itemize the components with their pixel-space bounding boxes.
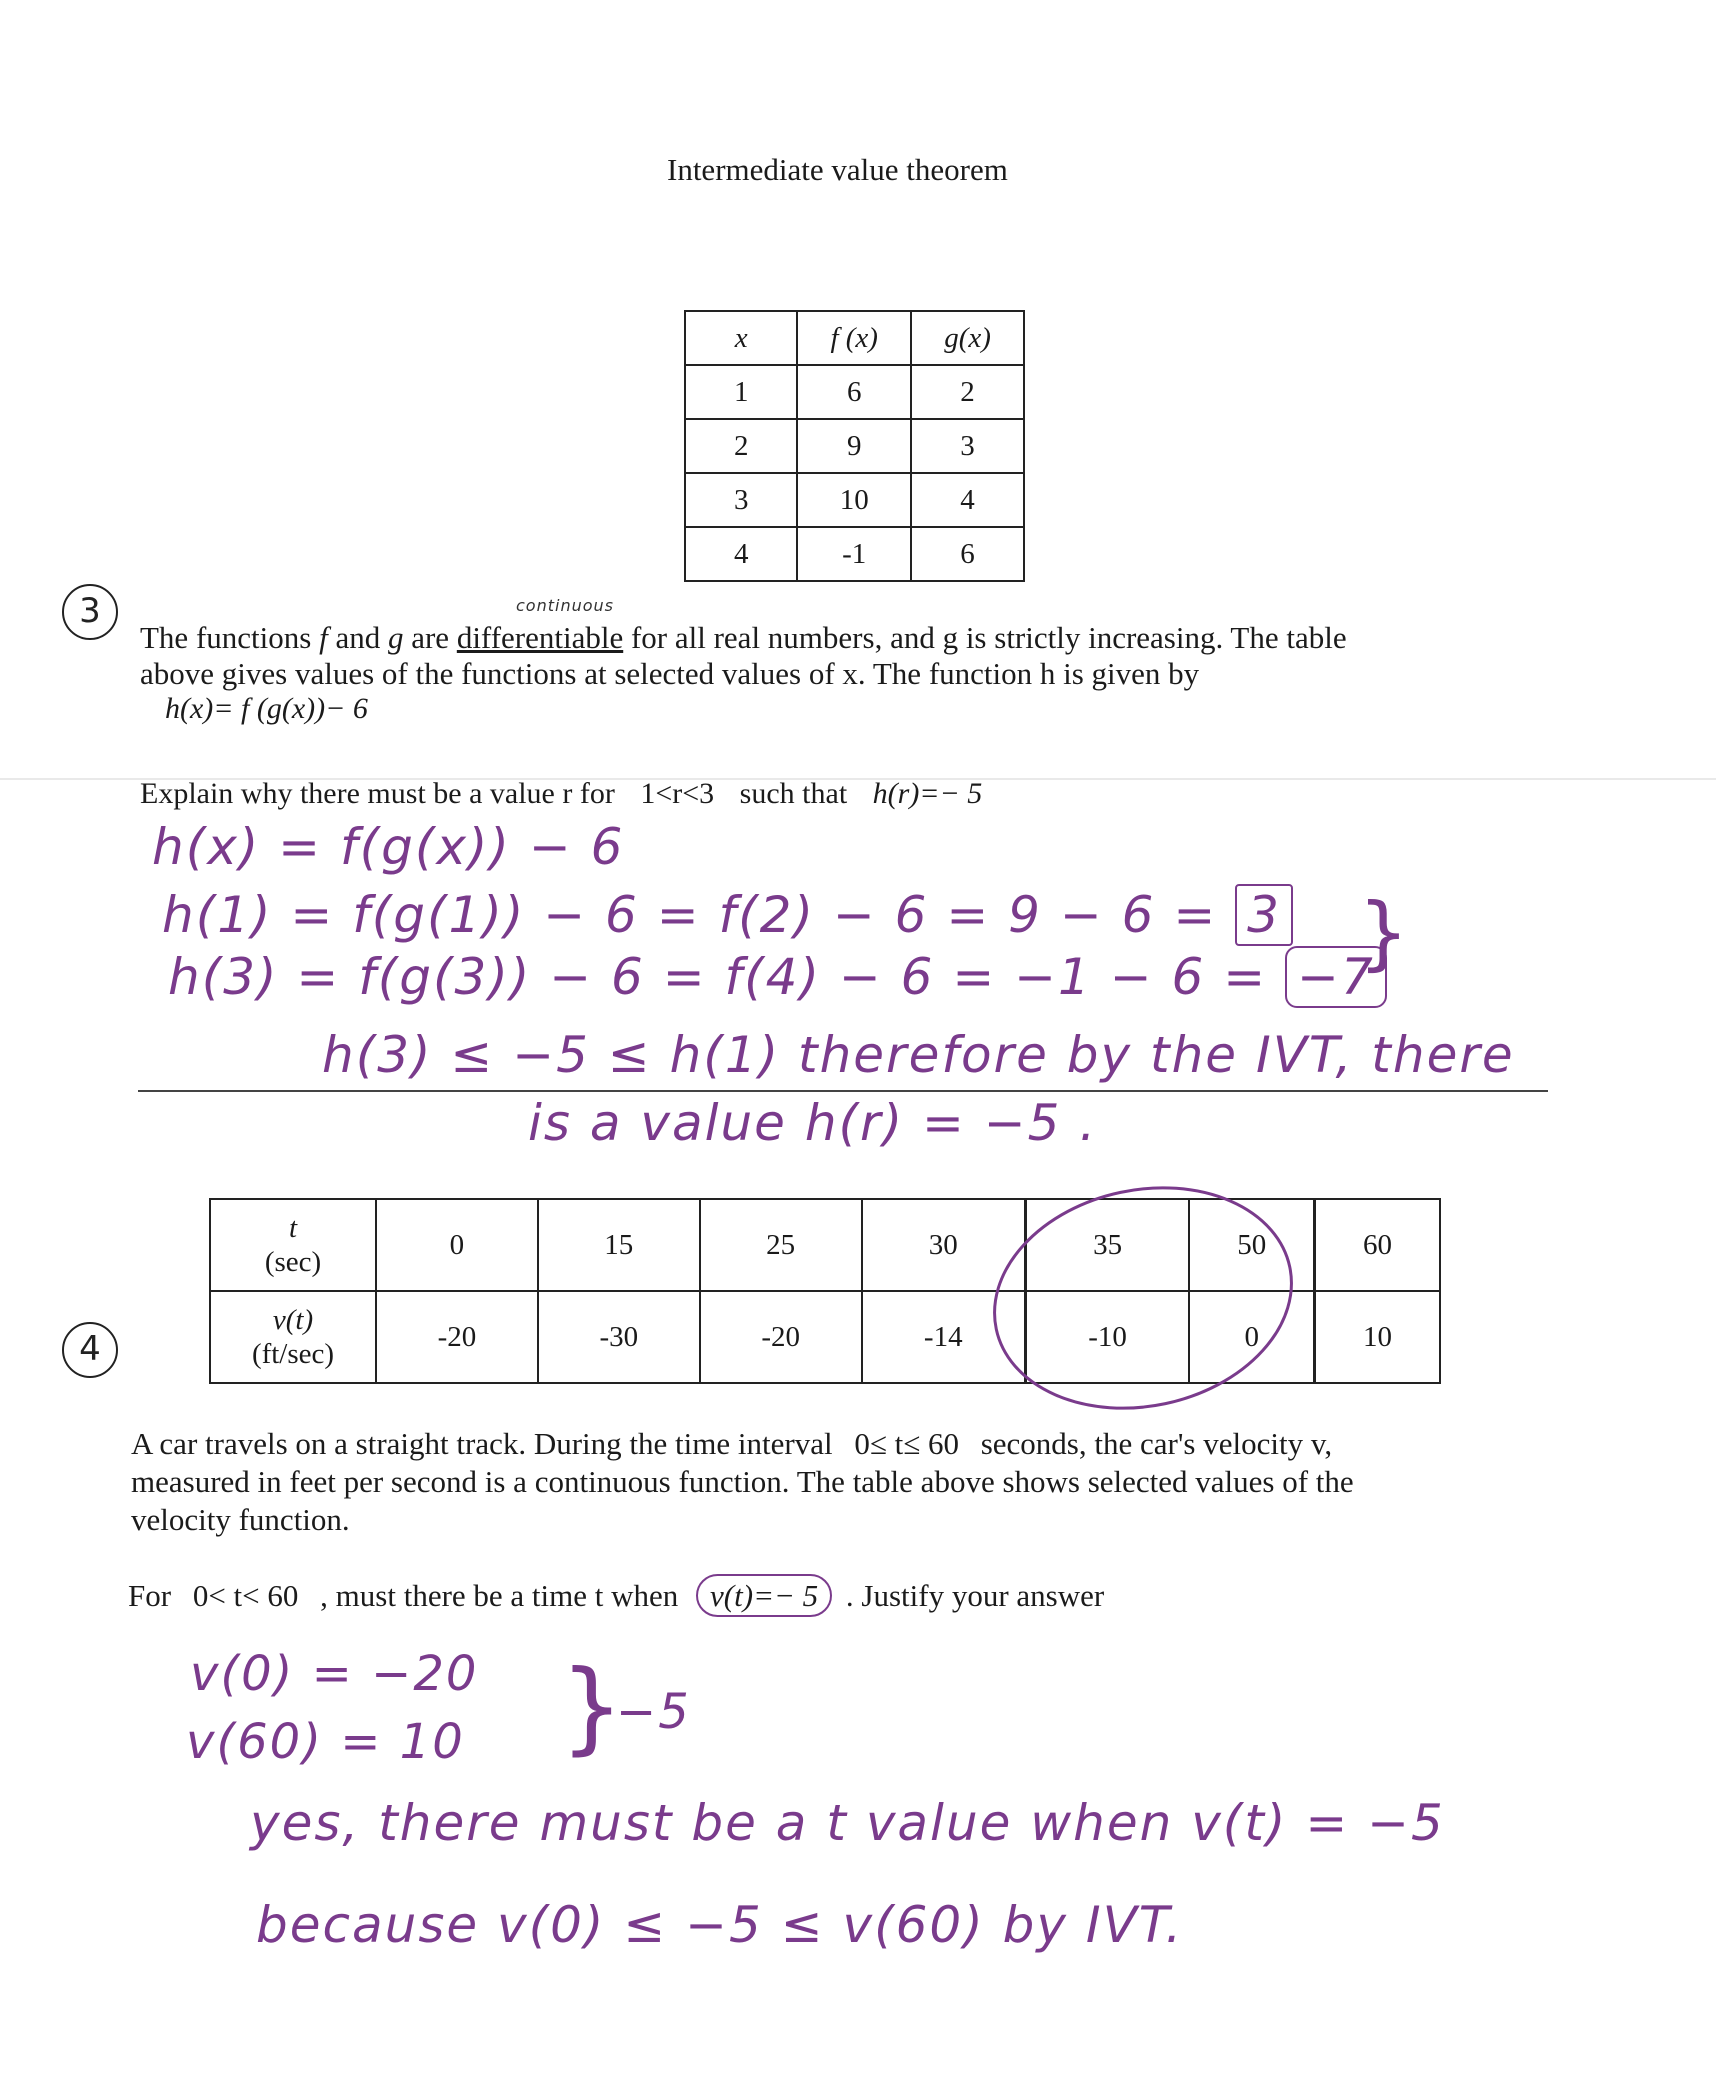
table-cell: 30 xyxy=(862,1199,1026,1291)
text-segment: For xyxy=(128,1578,172,1613)
text-segment: A car travels on a straight track. During the time interval xyxy=(131,1426,833,1461)
boxed-answer: −7 xyxy=(1285,946,1387,1008)
page-title: Intermediate value theorem xyxy=(667,152,1008,187)
text-segment: Explain why there must be a value r for xyxy=(140,777,615,810)
table-cell: 2 xyxy=(685,419,797,473)
problem-3-number: 3 xyxy=(62,584,118,640)
header-g: g(x) xyxy=(911,311,1024,365)
var-g: g xyxy=(387,620,404,655)
label-unit: (sec) xyxy=(264,1246,322,1278)
circled-target: v(t)=− 5 xyxy=(696,1574,832,1617)
work-line-1: h(x) = f(g(x)) − 6 xyxy=(152,818,625,876)
table-cell: 4 xyxy=(911,473,1024,527)
brace: } xyxy=(560,1648,626,1765)
table-cell: 50 xyxy=(1189,1199,1314,1291)
table-cell: 3 xyxy=(685,473,797,527)
problem-3-text-line2: above gives values of the functions at selected values of x. The function h is given by xyxy=(140,656,1200,691)
handwritten-annotation-continuous: continuous xyxy=(516,596,614,615)
work-line-1: v(0) = −20 xyxy=(190,1646,479,1702)
problem-4-paragraph-line3: velocity function. xyxy=(131,1502,350,1537)
table-cell: 0 xyxy=(376,1199,538,1291)
problem-4-number: 4 xyxy=(62,1322,118,1378)
boxed-answer: 3 xyxy=(1235,884,1293,946)
table-cell: -14 xyxy=(862,1291,1026,1383)
table-cell: 6 xyxy=(797,365,911,419)
work-text: h(1) = f(g(1)) − 6 = f(2) − 6 = 9 − 6 = xyxy=(162,886,1218,944)
label-v: v(t) xyxy=(272,1304,314,1336)
problem-3-formula: h(x)= f (g(x))− 6 xyxy=(165,692,368,725)
work-line-5: is a value h(r) = −5 . xyxy=(528,1094,1098,1152)
work-line-4: h(3) ≤ −5 ≤ h(1) therefore by the IVT, there xyxy=(322,1026,1515,1084)
work-text: h(3) = f(g(3)) − 6 = f(4) − 6 = −1 − 6 = xyxy=(168,948,1268,1006)
brace: } xyxy=(1358,886,1411,979)
hand-drawn-circle xyxy=(974,1161,1312,1435)
text-segment: . Justify your answer xyxy=(845,1578,1105,1613)
table-cell: -20 xyxy=(700,1291,862,1383)
brace-value: −5 xyxy=(616,1684,691,1740)
text-segment: such that xyxy=(739,777,848,810)
table-cell: 10 xyxy=(1315,1291,1440,1383)
table-cell: 3 xyxy=(911,419,1024,473)
text-segment: The functions xyxy=(140,620,320,655)
text-segment: for all real numbers, and g is strictly increasing. The table xyxy=(623,620,1347,655)
table-cell: -1 xyxy=(797,527,911,581)
table-cell: 25 xyxy=(700,1199,862,1291)
header-x: x xyxy=(685,311,797,365)
table-cell: 0 xyxy=(1189,1291,1314,1383)
table-cell: 1 xyxy=(685,365,797,419)
work-line-4: because v(0) ≤ −5 ≤ v(60) by IVT. xyxy=(256,1896,1184,1954)
var-f: f xyxy=(319,620,328,655)
table-cell: 6 xyxy=(911,527,1024,581)
text-segment: are xyxy=(403,620,457,655)
interval: 0< t< 60 xyxy=(192,1578,299,1613)
interval: 0≤ t≤ 60 xyxy=(854,1426,959,1461)
table-cell: -10 xyxy=(1025,1291,1189,1383)
text-segment: , must there be a time t when xyxy=(320,1578,679,1613)
underlined-word: differentiable xyxy=(456,620,624,655)
label-t: t xyxy=(288,1212,298,1244)
table-cell: 9 xyxy=(797,419,911,473)
table-cell: 60 xyxy=(1315,1199,1440,1291)
interval: 1<r<3 xyxy=(640,777,715,810)
text-segment: seconds, the car's velocity v, xyxy=(980,1426,1333,1461)
table-cell: 35 xyxy=(1025,1199,1189,1291)
work-line-3: yes, there must be a t value when v(t) = −5 xyxy=(250,1794,1445,1852)
table-cell: 15 xyxy=(538,1199,700,1291)
text-segment: and xyxy=(327,620,388,655)
table-cell: 2 xyxy=(911,365,1024,419)
table-cell: -30 xyxy=(538,1291,700,1383)
work-line-2: v(60) = 10 xyxy=(186,1714,465,1770)
table-cell: -20 xyxy=(376,1291,538,1383)
header-f: f (x) xyxy=(797,311,911,365)
target-value: h(r)=− 5 xyxy=(872,777,983,810)
label-unit: (ft/sec) xyxy=(251,1338,335,1370)
table-cell: 10 xyxy=(797,473,911,527)
problem-4-paragraph-line2: measured in feet per second is a continuous function. The table above shows selected values of the xyxy=(131,1464,1354,1499)
table-cell: 4 xyxy=(685,527,797,581)
